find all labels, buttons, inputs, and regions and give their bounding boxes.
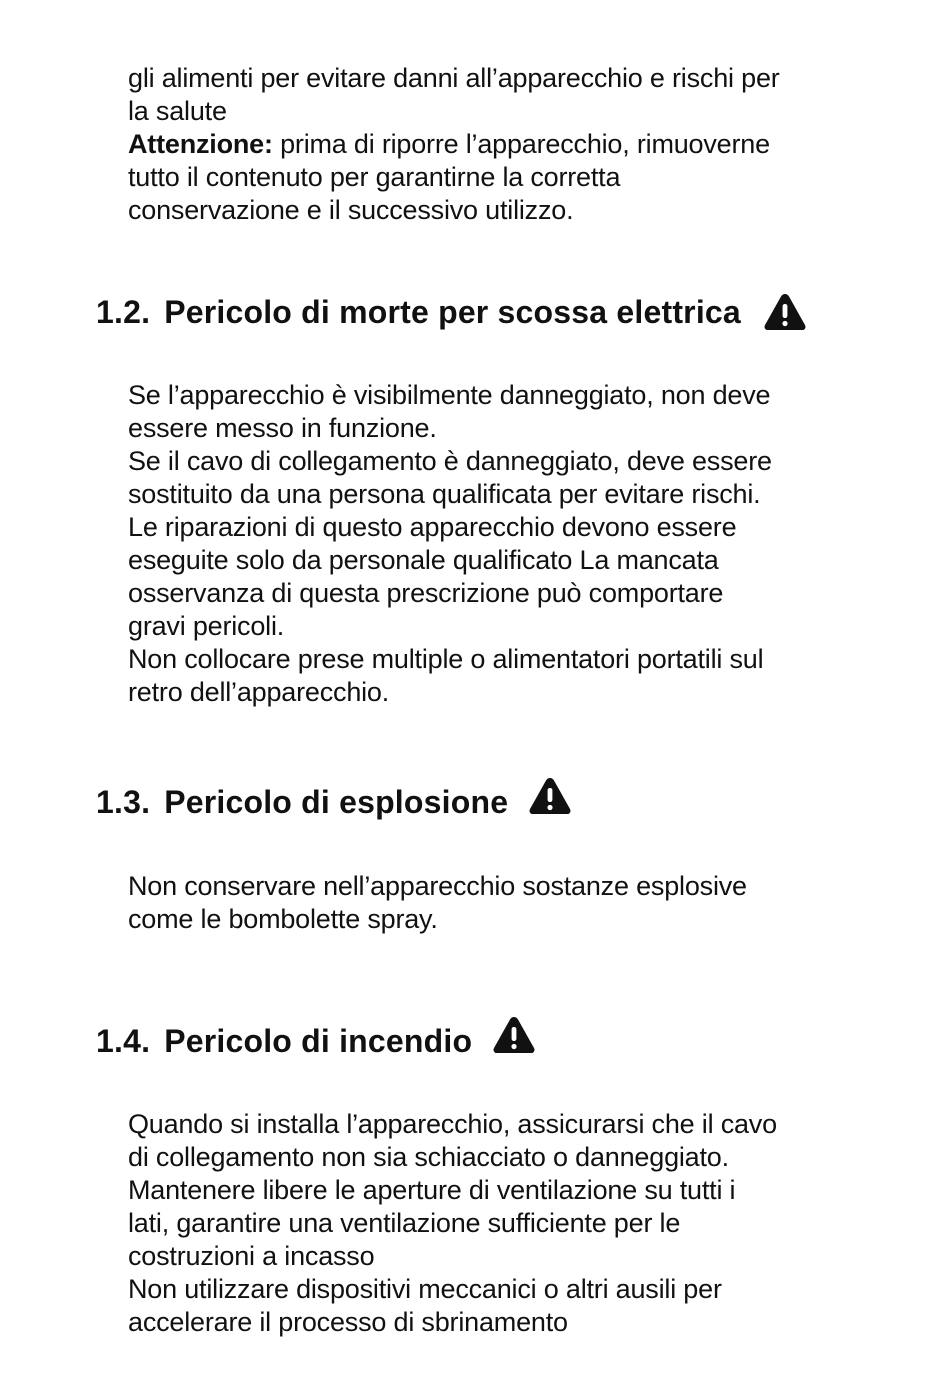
- text-line: accelerare il processo di sbrinamento: [128, 1307, 568, 1337]
- section-heading-1-3: [96, 782, 572, 822]
- text-line: costruzioni a incasso: [128, 1241, 375, 1271]
- text-line: gravi pericoli.: [128, 611, 285, 641]
- text-line: tutto il contenuto per garantirne la corretta: [128, 162, 621, 192]
- text-line: Quando si installa l’apparecchio, assicurarsi che il cavo: [128, 1109, 777, 1139]
- text-line: gli alimenti per evitare danni all’apparecchio e rischi per: [128, 63, 780, 93]
- section-heading-1-2: [96, 292, 807, 332]
- section-title: Pericolo di incendio: [164, 1023, 473, 1059]
- warning-triangle-icon: [528, 776, 572, 816]
- text-line: Se l’apparecchio è visibilmente danneggiato, non deve: [128, 380, 771, 410]
- warning-triangle-icon: [492, 1015, 536, 1055]
- text-line: Le riparazioni di questo apparecchio devono essere: [128, 512, 737, 542]
- text-line: Non conservare nell’apparecchio sostanze esplosive: [128, 871, 747, 901]
- text-line: osservanza di questa prescrizione può comportare: [128, 578, 724, 608]
- text-line: lati, garantire una ventilazione sufficiente per le: [128, 1208, 681, 1238]
- text-line: Non collocare prese multiple o alimentatori portatili sul: [128, 644, 764, 674]
- text-line: eseguite solo da personale qualificato La mancata: [128, 545, 719, 575]
- text-fragment: prima di riporre l’apparecchio, rimuoverne: [272, 129, 770, 159]
- text-line: di collegamento non sia schiacciato o danneggiato.: [128, 1142, 729, 1172]
- section-heading-1-4: [96, 1021, 536, 1061]
- text-line: sostituito da una persona qualificata per evitare rischi.: [128, 479, 761, 509]
- section-title: Pericolo di esplosione: [164, 784, 509, 820]
- section-title: Pericolo di morte per scossa elettrica: [164, 294, 741, 330]
- attention-label: Attenzione:: [128, 129, 273, 159]
- section-body-1-2: [128, 379, 918, 709]
- text-line: la salute: [128, 96, 227, 126]
- section-number: 1.4.: [96, 1023, 151, 1059]
- text-line: essere messo in funzione.: [128, 413, 437, 443]
- intro-paragraph: [128, 62, 918, 227]
- text-line: retro dell’apparecchio.: [128, 677, 390, 707]
- text-line: conservazione e il successivo utilizzo.: [128, 195, 574, 225]
- text-line: come le bombolette spray.: [128, 904, 438, 934]
- warning-triangle-icon: [763, 292, 807, 332]
- section-body-1-4: [128, 1108, 918, 1339]
- section-number: 1.2.: [96, 294, 151, 330]
- text-line: Non utilizzare dispositivi meccanici o altri ausili per: [128, 1274, 722, 1304]
- section-number: 1.3.: [96, 784, 151, 820]
- attention-line: [128, 128, 918, 161]
- text-line: Se il cavo di collegamento è danneggiato, deve essere: [128, 446, 772, 476]
- text-line: Mantenere libere le aperture di ventilazione su tutti i: [128, 1175, 736, 1205]
- section-body-1-3: [128, 870, 918, 936]
